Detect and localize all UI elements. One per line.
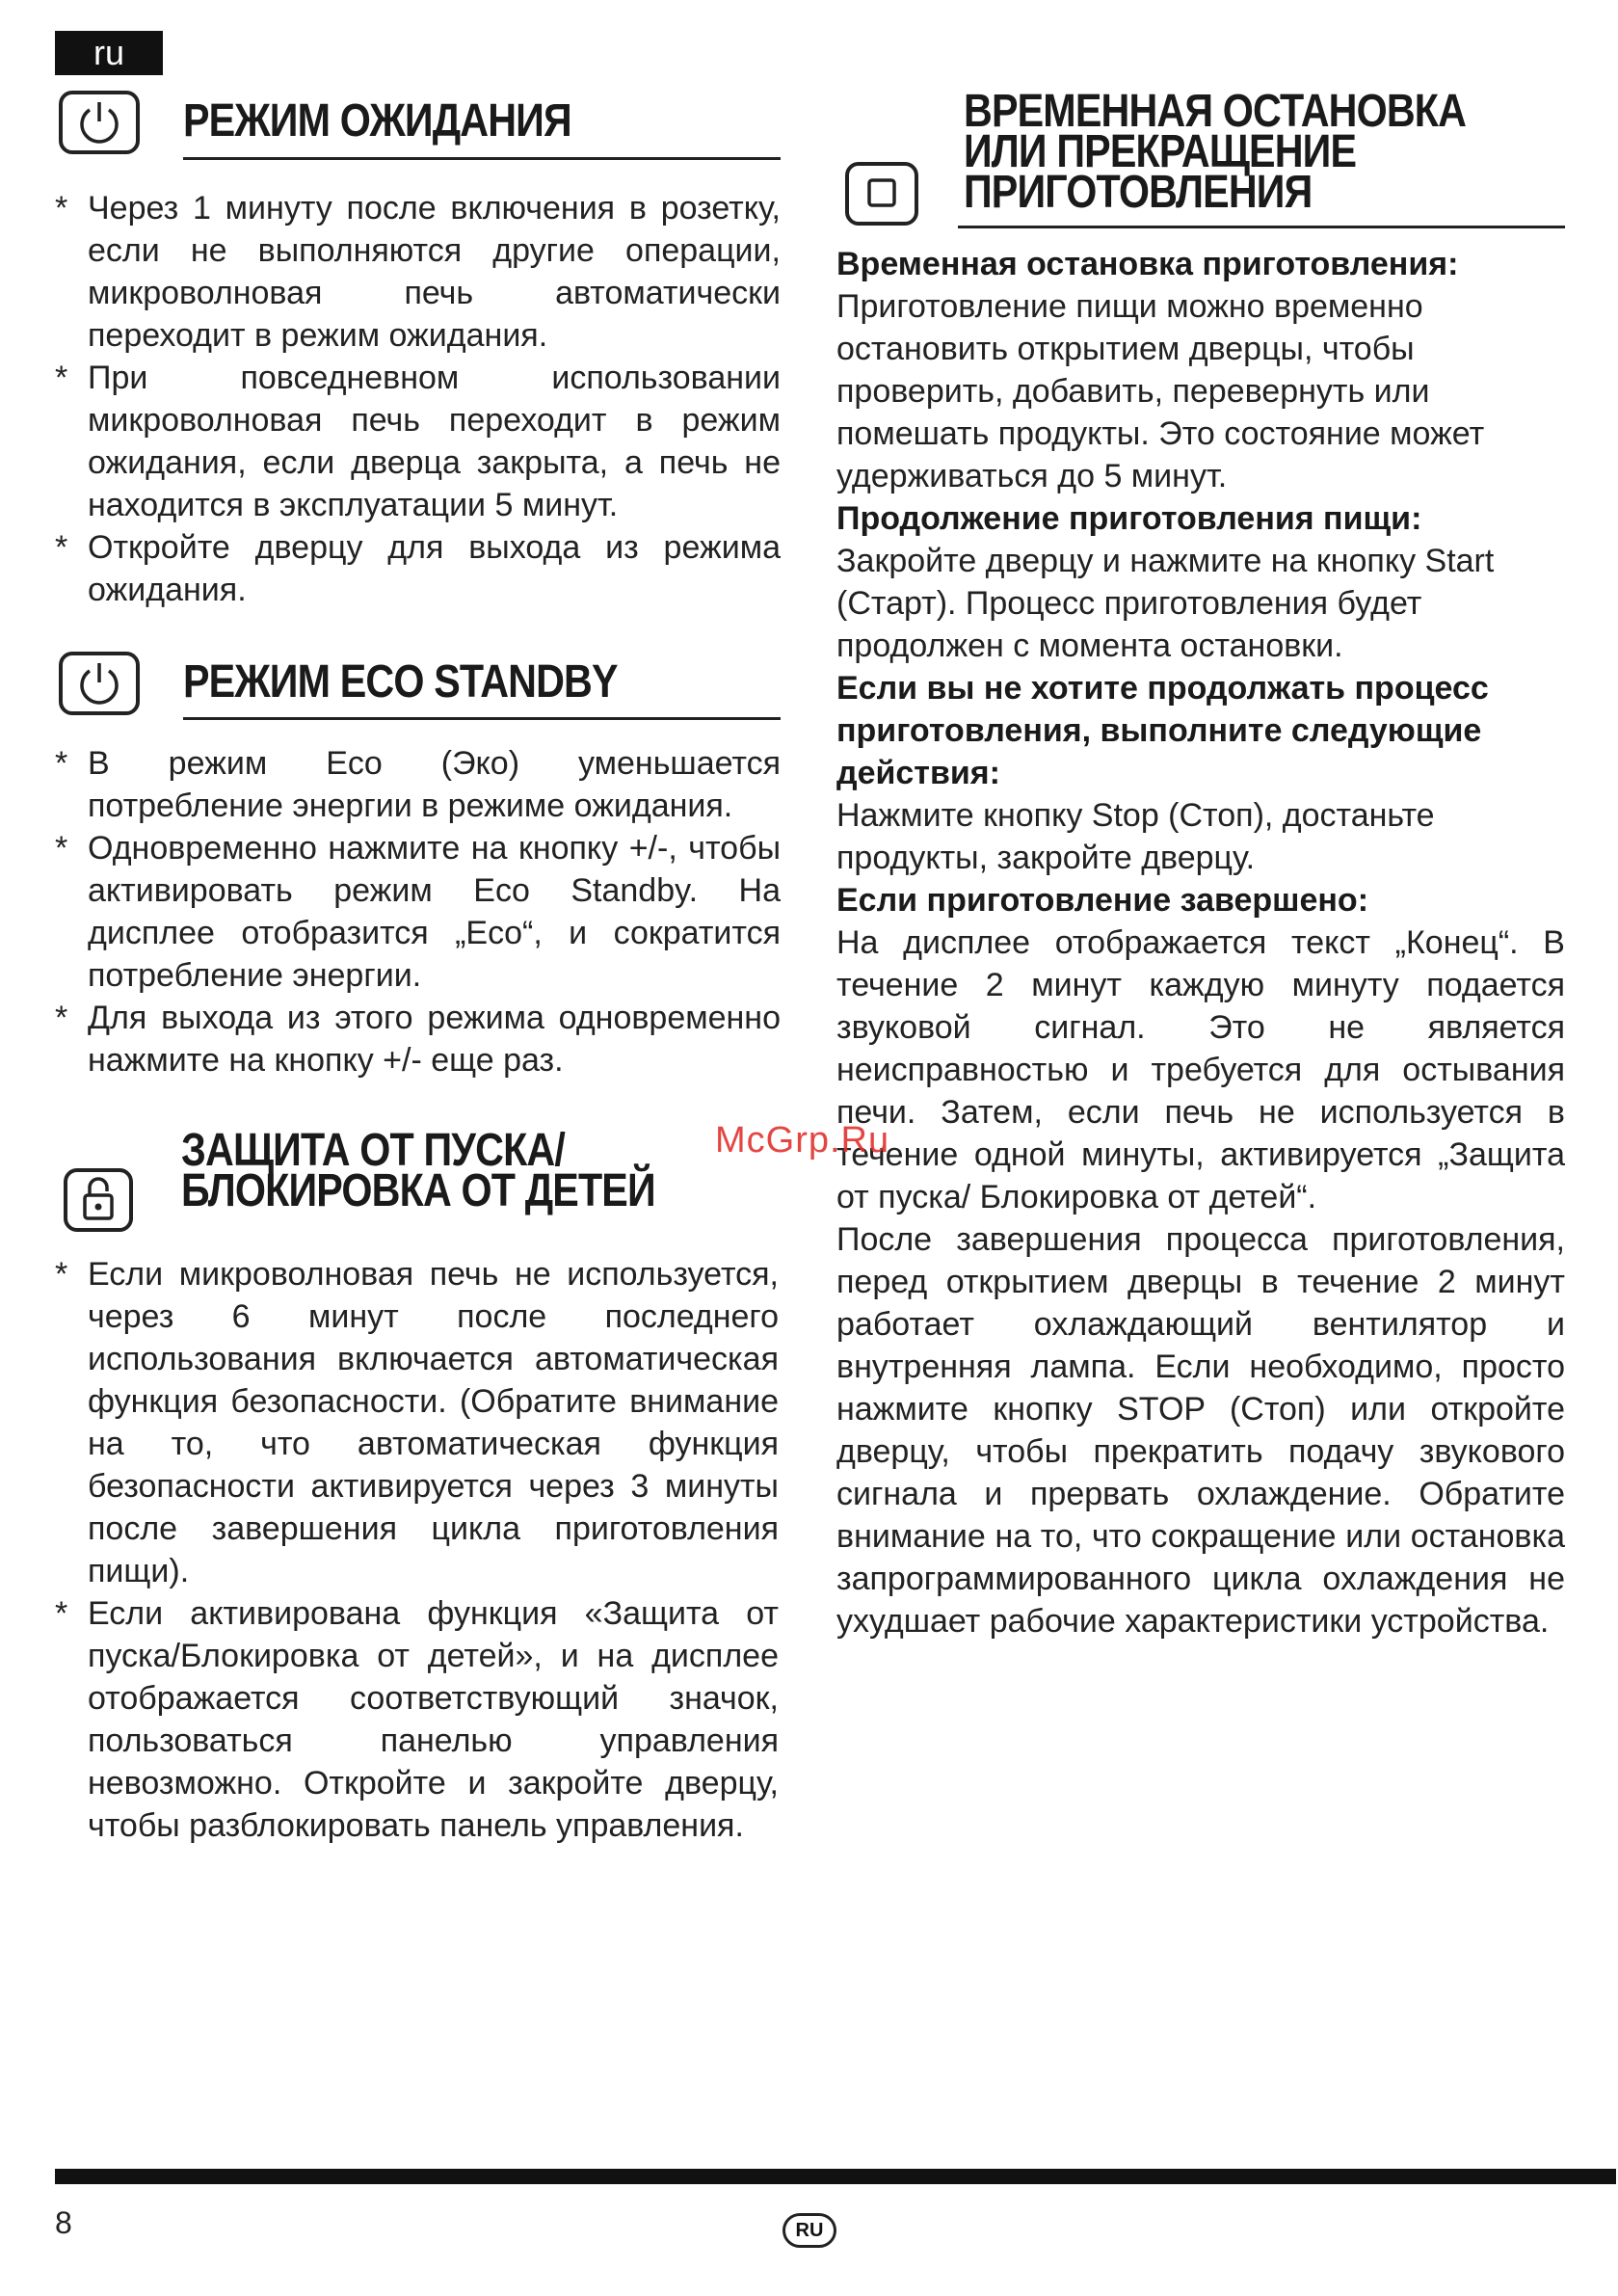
ru-badge: RU bbox=[782, 2213, 836, 2248]
lock-bullets bbox=[55, 1253, 779, 1847]
power-icon bbox=[59, 652, 140, 715]
paragraph-cancel: Нажмите кнопку Stop (Стоп), достаньте продукты, закройте дверцу. bbox=[836, 797, 1435, 876]
paragraph-done: На дисплее отображается текст „Конец“. В течение 2 минут каждую минуту подается звуковой сигнал. Это не является неисправностью и требуется для остывания печи. Затем, если печь не используется в течение одной минуты, активируется „Защита от пуска/ Блокировка от детей“. bbox=[836, 924, 1565, 1215]
page-number: 8 bbox=[55, 2205, 72, 2240]
section-rule bbox=[183, 157, 781, 160]
list-item: * Через 1 минуту после включения в розетку, если не выполняются другие операции, микроволновая печь автоматически переходит в режим ожидания. bbox=[55, 187, 781, 357]
list-item: * При повседневном использовании микроволновая печь переходит в режим ожидания, если дверца закрыта, а печь не находится в эксплуатации 5 минут. bbox=[55, 357, 781, 526]
list-item: * Если активирована функция «Защита от пуска/Блокировка от детей», и на дисплее отображается соответствующий значок, пользоваться панелью управления невозможно. Откройте и закройте дверцу, чтобы разблокировать панель управления. bbox=[55, 1592, 779, 1847]
section-title-standby: РЕЖИМ ОЖИДАНИЯ bbox=[183, 95, 571, 147]
list-item: * Одновременно нажмите на кнопку +/-, чтобы активировать режим Eco Standby. На дисплее отобразится „Eco“, и сократится потребление энергии. bbox=[55, 827, 781, 997]
stop-icon bbox=[845, 162, 918, 226]
subheading-resume: Продолжение приготовления пищи: bbox=[836, 500, 1422, 537]
list-item: * Если микроволновая печь не используется, через 6 минут после последнего использования включается автоматическая функция безопасности. (Обратите внимание на то, что автоматическая функция безопасности активируется через 3 минуты после завершения цикла приготовления пищи). bbox=[55, 1253, 779, 1592]
eco-bullets bbox=[55, 742, 781, 1081]
subheading-done: Если приготовление завершено: bbox=[836, 882, 1369, 919]
paragraph-after: После завершения процесса приготовления, перед открытием дверцы в течение 2 минут работает охлаждающий вентилятор и внутренняя лампа. Если необходимо, просто нажмите кнопку STOP (Стоп) или откройте дверцу, чтобы прекратить подачу звукового сигнала и прервать охлаждение. Обратите внимание на то, что сокращение или остановка запрограммированного цикла охлаждения не ухудшает рабочие характеристики устройства. bbox=[836, 1221, 1565, 1640]
lock-icon bbox=[64, 1168, 133, 1232]
section-rule bbox=[958, 226, 1565, 228]
subheading-cancel: Если вы не хотите продолжать процесс приготовления, выполните следующие действия: bbox=[836, 670, 1489, 791]
section-rule bbox=[183, 717, 781, 720]
pause-content bbox=[836, 243, 1565, 1642]
section-title-lock-line1: ЗАЩИТА ОТ ПУСКА/ bbox=[181, 1125, 565, 1176]
subheading-pause: Временная остановка приготовления: bbox=[836, 246, 1459, 282]
paragraph-pause: Приготовление пищи можно временно остановить открытием дверцы, чтобы проверить, добавить, перевернуть или помешать продукты. Это состояние может удерживаться до 5 минут. bbox=[836, 288, 1485, 494]
section-title-pause-line2: ИЛИ ПРЕКРАЩЕНИЕ bbox=[964, 126, 1357, 177]
section-title-lock-line2: БЛОКИРОВКА ОТ ДЕТЕЙ bbox=[181, 1165, 655, 1216]
watermark: McGrp.Ru bbox=[715, 1120, 890, 1161]
power-icon bbox=[59, 91, 140, 154]
footer-bar bbox=[55, 2169, 1616, 2184]
list-item: * Откройте дверцу для выхода из режима ожидания. bbox=[55, 526, 781, 611]
section-title-pause-line3: ПРИГОТОВЛЕНИЯ bbox=[964, 167, 1313, 218]
list-item: * Для выхода из этого режима одновременно нажмите на кнопку +/- еще раз. bbox=[55, 997, 781, 1081]
paragraph-resume: Закройте дверцу и нажмите на кнопку Start (Старт). Процесс приготовления будет продолжен с момента остановки. bbox=[836, 543, 1495, 664]
language-badge: ru bbox=[55, 31, 163, 75]
section-title-eco: РЕЖИМ ECO STANDBY bbox=[183, 656, 618, 707]
list-item: * В режим Eco (Эко) уменьшается потребление энергии в режиме ожидания. bbox=[55, 742, 781, 827]
section-title-pause-line1: ВРЕМЕННАЯ ОСТАНОВКА bbox=[964, 86, 1467, 137]
standby-bullets bbox=[55, 187, 781, 611]
